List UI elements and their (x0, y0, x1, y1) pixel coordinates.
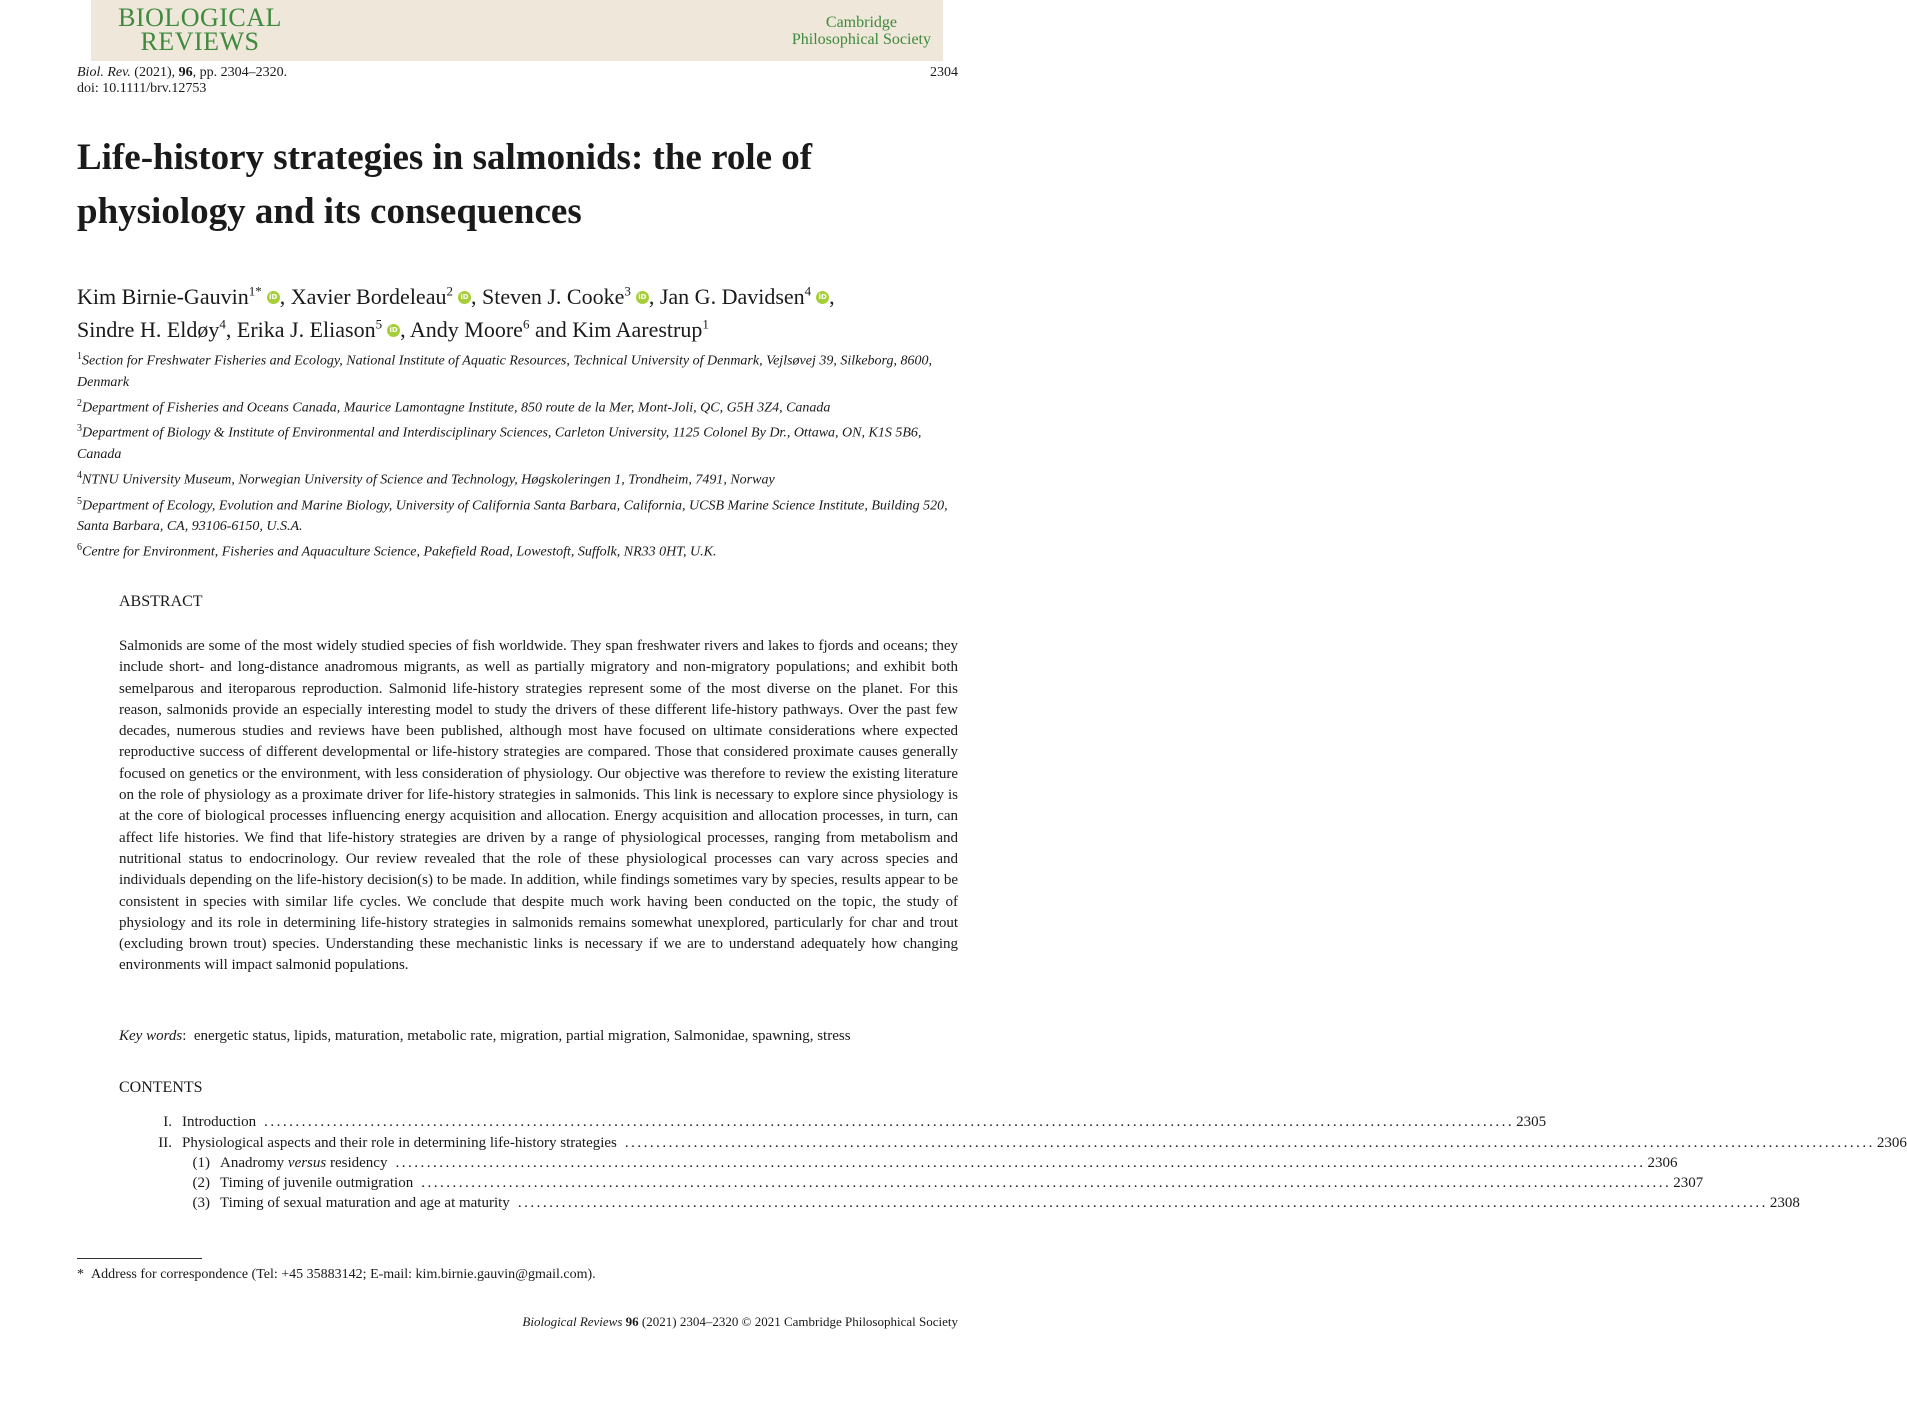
toc-leader-dots: ........................................................................................................................................................................................................ (624, 1135, 1875, 1151)
toc-number: (3) (192, 1195, 210, 1211)
author-separator: , (400, 316, 406, 342)
toc-label-part: versus (287, 1155, 327, 1171)
affiliation-number: 4 (77, 469, 82, 481)
journal-logo-line1: BIOLOGICAL (118, 3, 282, 32)
affiliation-number: 6 (77, 542, 82, 554)
toc-leader-dots: ........................................................................................................................................................................................................ (264, 1114, 1515, 1130)
toc-entry[interactable] (119, 1133, 1907, 1154)
author (572, 317, 709, 342)
journal-logo-line2: REVIEWS (140, 27, 260, 56)
author (660, 284, 835, 309)
society-logo-line1: Cambridge (825, 14, 897, 31)
affiliation-list (77, 346, 962, 563)
citation-line (77, 65, 287, 97)
affiliation-number: 2 (77, 397, 82, 409)
footer-volume: 96 (625, 1314, 639, 1329)
abstract-heading: ABSTRACT (119, 593, 203, 610)
toc-page: 2306 (1647, 1155, 1678, 1171)
toc-label-part: residency (326, 1155, 388, 1171)
society-logo-line2: Philosophical Society (791, 31, 931, 48)
article-title (77, 131, 977, 239)
toc-page: 2308 (1769, 1195, 1800, 1211)
journal-logo (100, 3, 300, 56)
toc-leader-dots: ........................................................................................................................................................................................................ (395, 1155, 1646, 1171)
toc-label: Physiological aspects and their role in determining life-history strategies (182, 1135, 617, 1151)
journal-abbr: Biol. Rev. (77, 65, 131, 80)
orcid-icon[interactable]: iD (267, 291, 280, 304)
doi-link[interactable]: doi: 10.1111/brv.12753 (77, 81, 207, 96)
author-separator: and (529, 316, 567, 342)
society-logo (792, 14, 931, 48)
abstract-body: Salmonids are some of the most widely studied species of fish worldwide. They span freshwater rivers and lakes to fjords and oceans; they include short- and long-distance anadromous migrants, as well as partially migratory and non-migratory populations; and exhibit both semelparous and iteroparous reproduction. Salmonid life-history strategies represent some of the most diverse on the planet. For this reason, salmonids provide an especially interesting model to study the drivers of these different life-history pathways. Over the past few decades, numerous studies and reviews have been published, although most have focused on ultimate considerations where expected reproductive success of different developmental or life-history strategies are compared. Those that considered proximate causes generally focused on genetics or the environment, with less consideration of physiology. Our objective was therefore to review the existing literature on the role of physiology as a proximate driver for life-history strategies in salmonids. This link is necessary to explore since physiology is at the core of biological processes influencing energy acquisition and allocation. Energy acquisition and allocation processes, in turn, can affect life histories. We find that life-history strategies are driven by a range of physiological processes, ranging from metabolism and nutritional status to endocrinology. Our review revealed that the role of these physiological processes can vary across species and individuals depending on the life-history decision(s) to be made. In addition, while findings sometimes vary by species, results appear to be consistent in species with similar life cycles. We conclude that despite much work having been conducted on the topic, the study of physiology and its role in determining life-history strategies in salmonids remains somewhat unexplored, particularly for char and trout (excluding brown trout) species. Understanding these mechanistic links is necessary if we are to understand adequately how changing environments will impact salmonid populations. (119, 638, 958, 974)
journal-masthead (91, 0, 943, 61)
author (237, 317, 406, 342)
author-affiliation-mark: 4 (804, 284, 812, 299)
page-number: 2304 (930, 65, 958, 80)
toc-entry[interactable] (119, 1112, 1547, 1133)
orcid-icon[interactable]: iD (387, 324, 400, 337)
toc-entry[interactable] (119, 1173, 1704, 1194)
author-affiliation-mark: 1 (702, 316, 709, 332)
affiliation-text: Department of Ecology, Evolution and Marine Biology, University of California Santa Barbara, California, UCSB Marine Science Institute, Building 520, Santa Barbara, CA, 93106-6150, U.S.A. (77, 498, 948, 535)
author-separator: , (829, 284, 835, 310)
correspondence-footnote (77, 1266, 596, 1283)
author-name: Andy Moore (409, 316, 523, 342)
contents-heading: CONTENTS (119, 1079, 203, 1096)
author (482, 284, 654, 309)
toc-label: Timing of juvenile outmigration (220, 1175, 414, 1191)
keywords (119, 1026, 958, 1047)
page-footer (522, 1314, 958, 1330)
author-affiliation-mark: 6 (522, 316, 530, 332)
author-separator: , (279, 284, 286, 310)
affiliation-text: Department of Fisheries and Oceans Canada, Maurice Lamontagne Institute, 850 route de la Mer, Mont-Joli, QC, G5H 3Z4, Canada (82, 400, 831, 416)
affiliation (77, 491, 962, 538)
affiliation-number: 3 (77, 423, 82, 435)
affiliation (77, 418, 962, 465)
affiliation-number: 5 (77, 495, 82, 507)
footer-rest: (2021) 2304–2320 © 2021 Cambridge Philosophical Society (641, 1314, 958, 1329)
affiliation (77, 393, 962, 419)
citation-volume: 96 (178, 65, 193, 80)
toc-page: 2305 (1516, 1114, 1547, 1130)
author (291, 284, 477, 309)
toc-entry[interactable] (119, 1153, 1678, 1174)
author-separator: , (648, 284, 655, 310)
toc-label: Introduction (182, 1114, 257, 1130)
toc-label-part: Anadromy (220, 1155, 288, 1171)
keywords-label: Key words (119, 1028, 183, 1044)
article-title-line1: Life-history strategies in salmonids: the role of (77, 137, 813, 178)
author-name: Kim Aarestrup (572, 316, 703, 342)
author-affiliation-mark: 5 (375, 316, 383, 332)
author (410, 317, 567, 342)
author-name: Erika J. Eliason (236, 316, 376, 342)
toc-leader-dots: ........................................................................................................................................................................................................ (517, 1195, 1768, 1211)
affiliation (77, 465, 962, 491)
citation-year: (2021), (134, 65, 176, 80)
toc-label: Timing of sexual maturation and age at maturity (220, 1195, 510, 1211)
author (77, 284, 285, 309)
author-name: Kim Birnie-Gauvin (77, 284, 249, 310)
author (77, 317, 231, 342)
affiliation-text: Centre for Environment, Fisheries and Aquaculture Science, Pakefield Road, Lowestoft, Suffolk, NR33 0HT, U.K. (82, 544, 717, 560)
toc-number: II. (158, 1135, 172, 1151)
footer-journal: Biological Reviews (522, 1314, 623, 1329)
affiliation-text: NTNU University Museum, Norwegian University of Science and Technology, Høgskoleringen 1, Trondheim, 7491, Norway (82, 472, 775, 488)
footnote-rule (77, 1258, 202, 1259)
citation-pages: , pp. 2304–2320. (192, 65, 288, 80)
author-name: Jan G. Davidsen (659, 284, 805, 310)
toc-entry[interactable] (119, 1193, 1800, 1214)
affiliation (77, 346, 962, 393)
keywords-text: energetic status, lipids, maturation, metabolic rate, migration, partial migration, Salmonidae, spawning, stress (193, 1028, 851, 1044)
toc-page: 2306 (1876, 1135, 1907, 1151)
author-list (77, 278, 977, 343)
toc-number: I. (163, 1114, 172, 1130)
orcid-icon[interactable]: iD (458, 291, 471, 304)
footnote-mark: * (77, 1267, 84, 1282)
author-separator: , (225, 316, 232, 342)
affiliation-text: Section for Freshwater Fisheries and Ecology, National Institute of Aquatic Resources, Technical University of Denmark, Vejlsøvej 39, Silkeborg, 8600, Denmark (77, 353, 932, 390)
orcid-icon[interactable]: iD (636, 291, 649, 304)
affiliation (77, 537, 962, 563)
author-affiliation-mark: 3 (624, 284, 631, 299)
author-name: Xavier Bordeleau (290, 284, 447, 310)
author-affiliation-mark: 4 (219, 316, 226, 332)
author-affiliation-mark: 1* (248, 284, 262, 299)
toc-page: 2307 (1673, 1175, 1704, 1191)
orcid-icon[interactable]: iD (816, 291, 829, 304)
toc-number: (1) (192, 1155, 210, 1171)
author-affiliation-mark: 2 (446, 284, 453, 299)
affiliation-number: 1 (77, 351, 82, 362)
author-name: Sindre H. Eldøy (77, 316, 220, 342)
author-separator: , (470, 284, 477, 310)
article-title-line2: physiology and its consequences (77, 191, 582, 232)
footnote-text: Address for correspondence (Tel: +45 35883142; E-mail: kim.birnie.gauvin@gmail.com). (91, 1267, 596, 1282)
author-name: Steven J. Cooke (481, 284, 625, 310)
keywords-colon: : (182, 1028, 187, 1044)
affiliation-text: Department of Biology & Institute of Environmental and Interdisciplinary Sciences, Carleton University, 1125 Colonel By Dr., Ottawa, ON, K1S 5B6, Canada (77, 425, 922, 462)
toc-number: (2) (192, 1175, 210, 1191)
toc-leader-dots: ........................................................................................................................................................................................................ (421, 1175, 1672, 1191)
toc-label (220, 1153, 387, 1174)
